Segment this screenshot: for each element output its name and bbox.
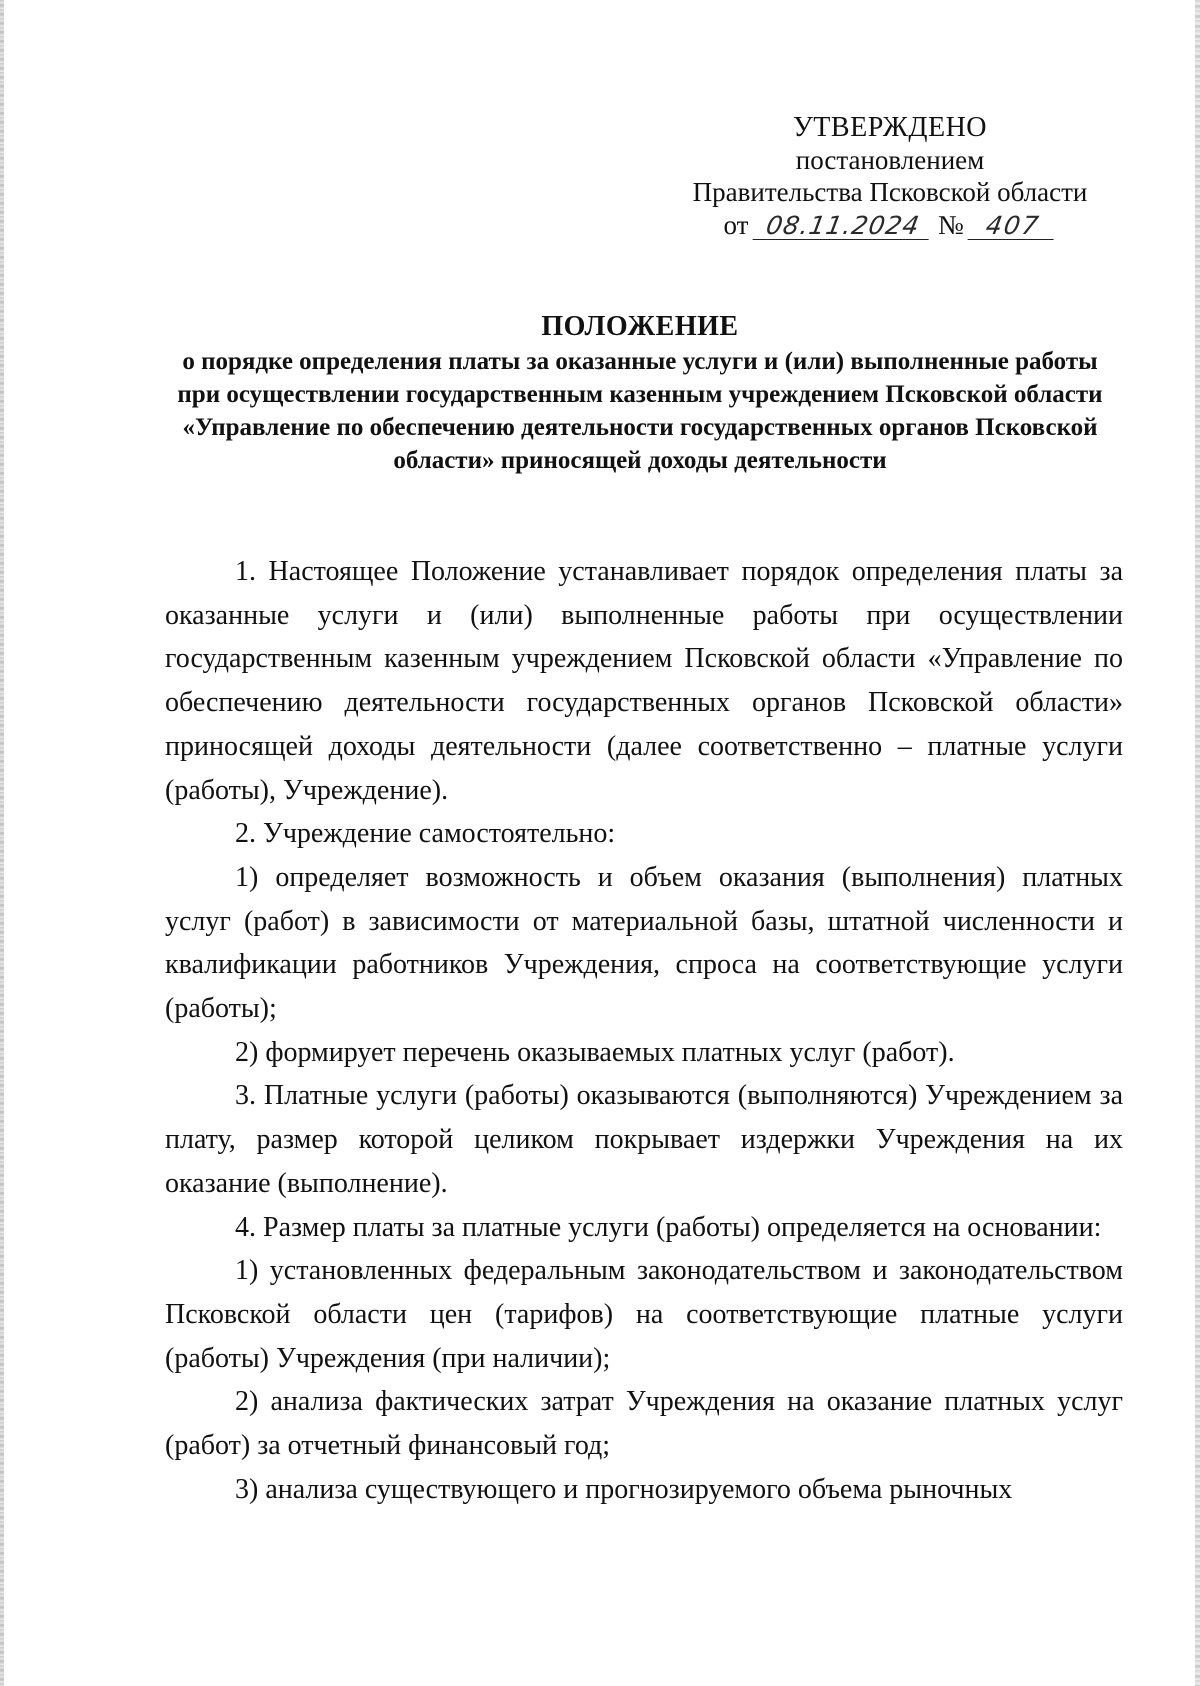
approval-from-label: от (723, 210, 749, 240)
approval-number-handwritten: 407 (968, 212, 1059, 240)
paragraph-4: 4. Размер платы за платные услуги (работы) определяется на основании: (235, 1211, 1102, 1243)
paragraph-2: 2. Учреждение самостоятельно: (235, 818, 616, 850)
paragraph-4-item-3: 3) анализа существующего и прогнозируемого объема рыночных (235, 1473, 1013, 1505)
document-heading: ПОЛОЖЕНИЕ (541, 311, 739, 342)
approval-number-label: № (937, 210, 964, 240)
approval-block (640, 112, 1140, 241)
approval-resolution-label: постановлением (795, 145, 985, 175)
approval-date-line (640, 209, 1140, 241)
paragraph-1: 1. Настоящее Положение устанавливает порядок определения платы за оказанные услуги и (или) выполненные работы при осуществлении государственным казенным учреждением Псковской области «Управление по обеспечению деятельности государственных органов Псковской области» приносящей доходы деятельности (далее соответственно – платные услуги (работы), Учреждение). (165, 556, 1123, 806)
paragraph-3: 3. Платные услуги (работы) оказываются (выполняются) Учреждением за плату, размер которой целиком покрывает издержки Учреждения на их оказание (выполнение). (165, 1080, 1123, 1199)
approval-date-handwritten: 08.11.2024 (753, 212, 934, 240)
document-subtitle: о порядке определения платы за оказанные услуги и (или) выполненные работы при осуществлении государственным казенным учреждением Псковской области «Управление по обеспечению деятельности государственных органов Псковской области» приносящей доходы деятельности (177, 348, 1103, 474)
paragraph-2-item-1: 1) определяет возможность и объем оказания (выполнения) платных услуг (работ) в зависимости от материальной базы, штатной численности и квалификации работников Учреждения, спроса на соответствующие услуги (работы); (165, 861, 1123, 1025)
approval-title: УТВЕРЖДЕНО (792, 112, 988, 143)
paragraph-2-item-2: 2) формирует перечень оказываемых платных услуг (работ). (235, 1036, 955, 1068)
paragraph-4-item-1: 1) установленных федеральным законодательством и законодательством Псковской области цен (тарифов) на соответствующие платные услуги (работы) Учреждения (при наличии); (165, 1255, 1123, 1374)
document-body (165, 550, 1123, 1511)
document-title-block (160, 310, 1120, 477)
approval-authority: Правительства Псковской области (692, 177, 1088, 207)
paragraph-4-item-2: 2) анализа фактических затрат Учреждения на оказание платных услуг (работ) за отчетный финансовый год; (165, 1386, 1123, 1462)
